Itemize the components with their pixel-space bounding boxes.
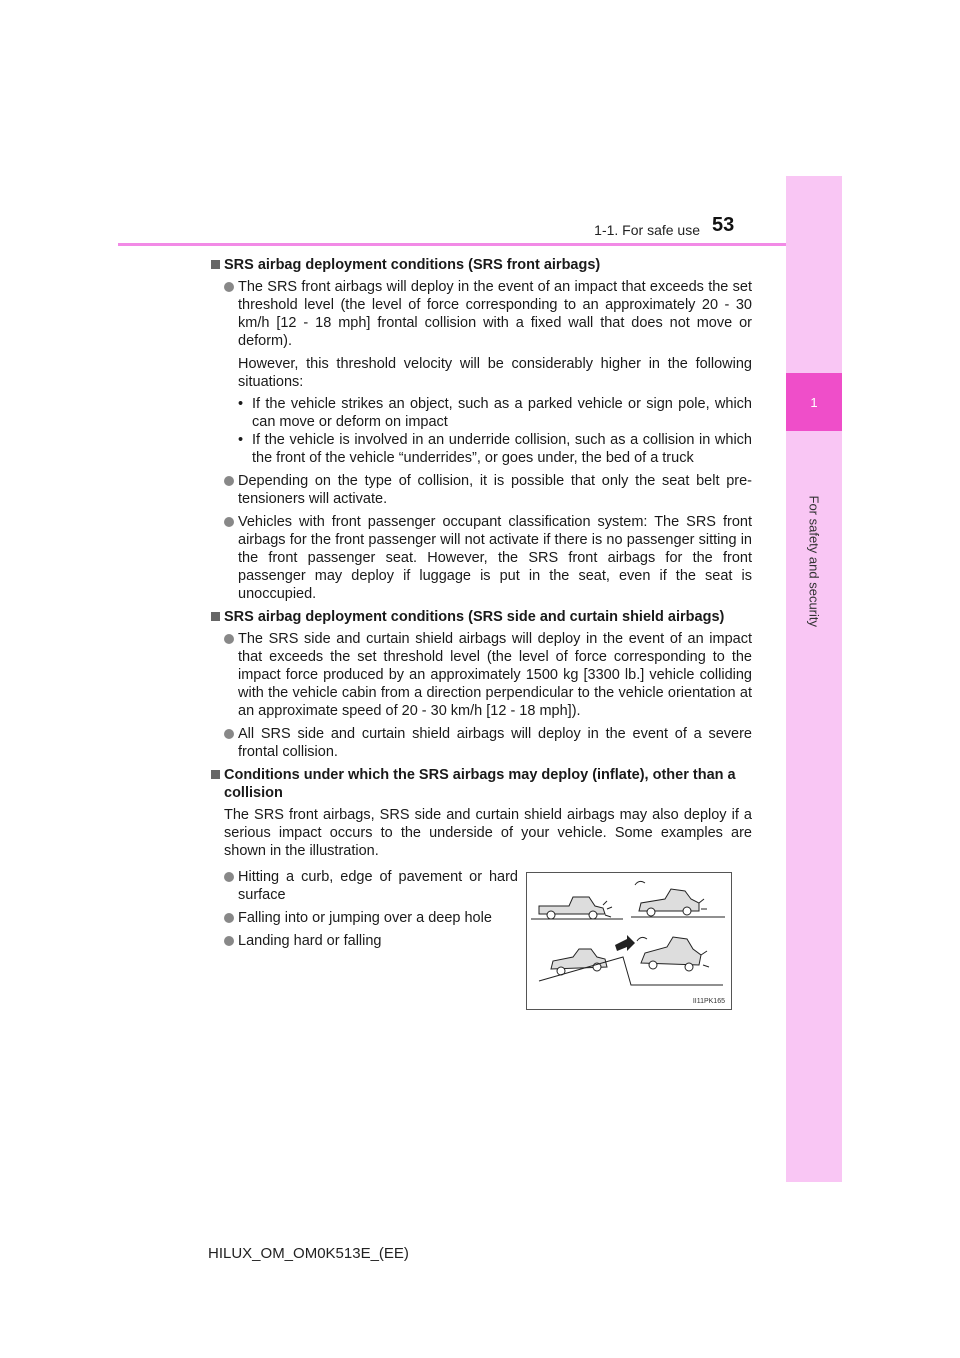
bullet-item: All SRS side and curtain shield airbags will deploy in the event of a severe frontal collision. — [208, 725, 752, 761]
chapter-side-tab — [786, 176, 842, 1182]
deployment-illustration — [526, 872, 732, 1010]
section-heading: SRS airbag deployment conditions (SRS side and curtain shield airbags) — [208, 608, 752, 626]
section-title: 1-1. For safe use — [594, 222, 700, 238]
list-item: Falling into or jumping over a deep hole — [208, 909, 518, 927]
bullet-dot-icon — [224, 282, 234, 292]
bullet-item: The SRS side and curtain shield airbags will deploy in the event of an impact that exceeds the set threshold level (the level of force corresponding to the impact force produced by an approximately 1500 kg [3300 lb.] vehicle colliding with the vehicle cabin from a direction perpendicular to the vehicle orientation at an approximate speed of 20 - 30 km/h [12 - 18 mph]). — [208, 630, 752, 720]
truck-landing-hard-icon — [539, 935, 723, 985]
square-bullet-icon — [211, 612, 220, 621]
sub-item: • If the vehicle is involved in an underride collision, such as a collision in which the front of the vehicle “underrides”, or goes under, the bed of a truck — [238, 432, 752, 466]
chapter-number: 1 — [786, 373, 842, 431]
paragraph: However, this threshold velocity will be considerably higher in the following situations: — [238, 356, 752, 390]
chapter-title: For safety and security — [806, 495, 822, 627]
bullet-dot-icon — [224, 476, 234, 486]
page-number: 53 — [712, 214, 735, 236]
list-item: Hitting a curb, edge of pavement or hard surface — [208, 868, 518, 904]
truck-hitting-curb-icon — [531, 897, 623, 919]
header-rule — [118, 243, 786, 246]
section-heading: SRS airbag deployment conditions (SRS front airbags) — [208, 256, 752, 274]
bullet-dot-icon — [224, 872, 234, 882]
arrow-right-icon — [615, 935, 635, 951]
square-bullet-icon — [211, 260, 220, 269]
square-bullet-icon — [211, 770, 220, 779]
bullet-item: Vehicles with front passenger occupant classification system: The SRS front airbags for the front passenger will not activate if there is no passenger sitting in the front passenger seat. However, the SRS front airbags for the front passenger may deploy if luggage is put in the seat, even if the seat is unoccupied. — [208, 513, 752, 603]
bullet-dot-icon — [224, 634, 234, 644]
bullet-dot-icon — [224, 517, 234, 527]
bullet-item: Depending on the type of collision, it is possible that only the seat belt pre-tensioners will activate. — [208, 472, 752, 508]
figure-code: II11PK165 — [692, 998, 725, 1005]
bullet-item: The SRS front airbags will deploy in the event of an impact that exceeds the set threshold level (the level of force corresponding to an approximately 20 - 30 km/h [12 - 18 mph] frontal collision with a fixed wall that does not move or deform). — [208, 278, 752, 350]
example-list — [208, 868, 518, 955]
paragraph: The SRS front airbags, SRS side and curtain shield airbags may also deploy if a serious impact occurs to the underside of your vehicle. Some examples are shown in the illustration. — [224, 807, 752, 859]
section-heading: Conditions under which the SRS airbags may deploy (inflate), other than a collision — [208, 766, 752, 802]
list-item: Landing hard or falling — [208, 932, 518, 950]
sub-item: • If the vehicle strikes an object, such as a parked vehicle or sign pole, which can move or deform on impact — [238, 396, 752, 430]
main-content — [208, 256, 752, 864]
bullet-dot-icon — [224, 729, 234, 739]
vehicle-impact-illustration — [527, 873, 731, 1009]
bullet-dot-icon — [224, 936, 234, 946]
truck-jumping-hole-icon — [631, 881, 725, 917]
bullet-dot-icon — [224, 913, 234, 923]
document-code: HILUX_OM_OM0K513E_(EE) — [208, 1245, 409, 1262]
